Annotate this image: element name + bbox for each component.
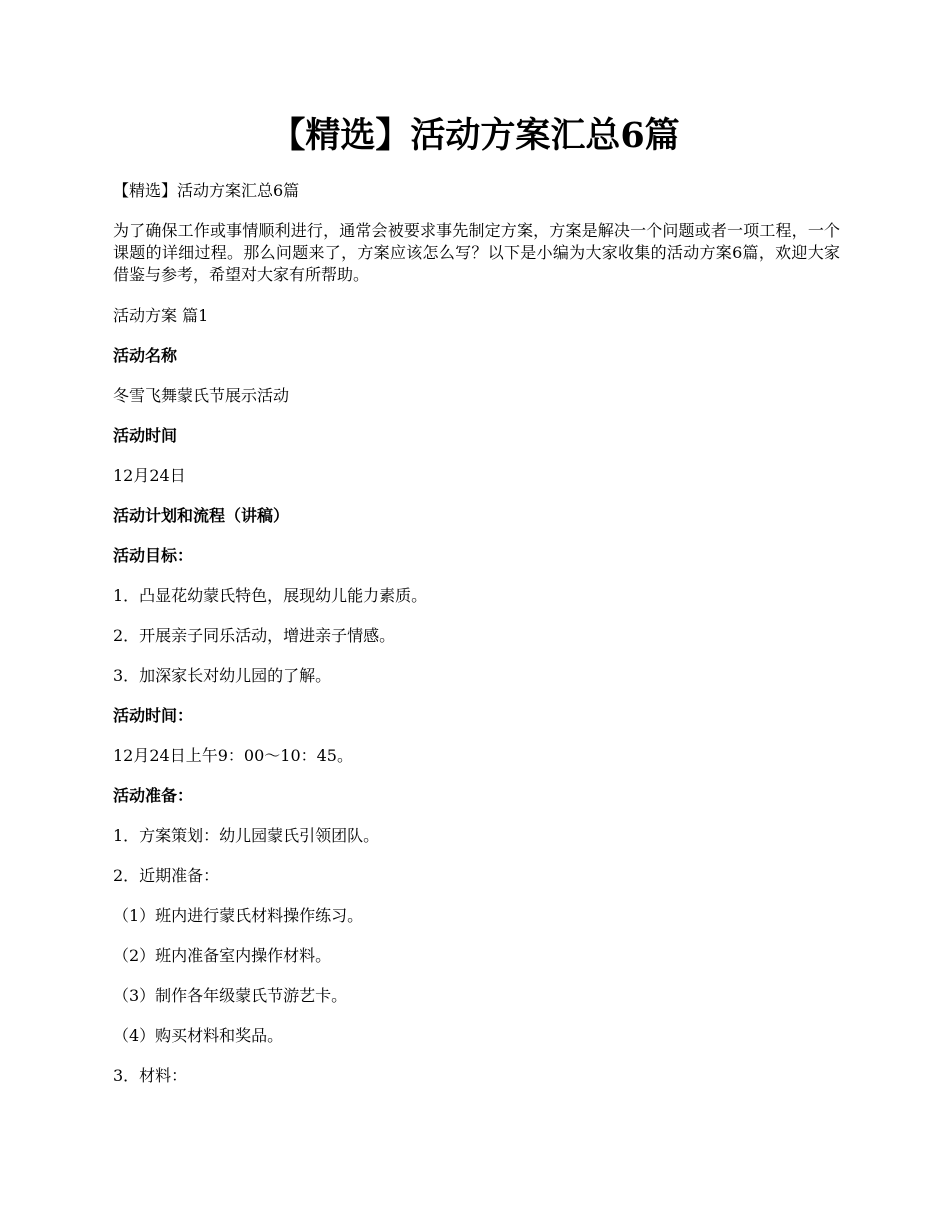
heading-activity-time: 活动时间 [113,426,178,445]
prep-subitem-4: （4）购买材料和奖品。 [113,1026,284,1045]
prep-item-3: 3．材料： [113,1066,188,1085]
activity-time-detail: 12月24日上午9：00～10：45。 [113,746,353,765]
document-body [113,180,840,1105]
heading-activity-time-2: 活动时间： [113,706,194,725]
goal-item-3: 3．加深家长对幼儿园的了解。 [113,666,332,685]
prep-subitem-3: （3）制作各年级蒙氏节游艺卡。 [113,986,348,1005]
activity-time-value: 12月24日 [113,466,186,485]
heading-activity-goals: 活动目标： [113,546,194,565]
intro-paragraph: 为了确保工作或事情顺利进行，通常会被要求事先制定方案，方案是解决一个问题或者一项工程，一个课题的详细过程。那么问题来了，方案应该怎么写？以下是小编为大家收集的活动方案6篇，欢迎大家借鉴与参考，希望对大家有所帮助。 [113,221,840,284]
prep-subitem-1: （1）班内进行蒙氏材料操作练习。 [113,906,364,925]
prep-item-2: 2．近期准备： [113,866,220,885]
subtitle-paragraph: 【精选】活动方案汇总6篇 [113,181,300,200]
heading-activity-name: 活动名称 [113,346,178,365]
goal-item-1: 1．凸显花幼蒙氏特色，展现幼儿能力素质。 [113,586,428,605]
section-heading-plan-1: 活动方案 篇1 [113,306,209,325]
heading-activity-prep: 活动准备： [113,786,194,805]
heading-plan-and-flow: 活动计划和流程（讲稿） [113,506,290,525]
goal-item-2: 2．开展亲子同乐活动，增进亲子情感。 [113,626,396,645]
prep-item-1: 1．方案策划：幼儿园蒙氏引领团队。 [113,826,380,845]
activity-name-value: 冬雪飞舞蒙氏节展示活动 [113,386,290,405]
prep-subitem-2: （2）班内准备室内操作材料。 [113,946,332,965]
document-title: 【精选】活动方案汇总6篇 [270,115,680,156]
